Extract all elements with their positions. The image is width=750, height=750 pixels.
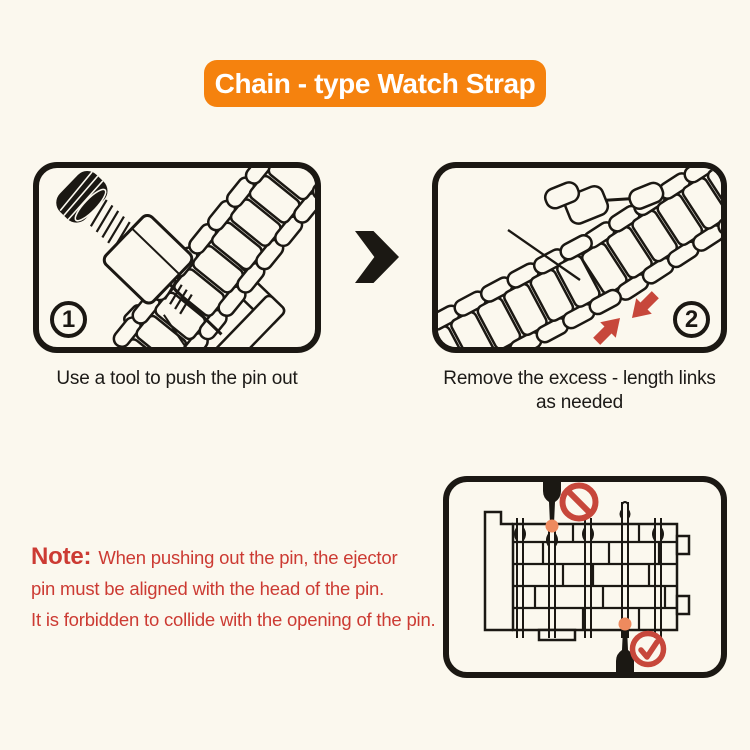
note-line: It is forbidden to collide with the opening of the pin. bbox=[31, 609, 436, 630]
contact-point-correct bbox=[619, 618, 632, 631]
pin-alignment-illustration bbox=[449, 482, 721, 672]
warning-note bbox=[31, 541, 436, 635]
check-icon bbox=[633, 634, 664, 665]
step1-number-badge: 1 bbox=[50, 301, 87, 338]
step1-panel bbox=[33, 162, 321, 353]
step2-number-badge: 2 bbox=[673, 301, 710, 338]
note-line: Note: When pushing out the pin, the ejector bbox=[31, 543, 398, 570]
contact-point-wrong bbox=[546, 520, 559, 533]
ejector-pin-top bbox=[543, 482, 561, 524]
strap-cross-section bbox=[513, 524, 689, 640]
step1-caption: Use a tool to push the pin out bbox=[56, 368, 298, 389]
note-label: Note: bbox=[31, 543, 92, 570]
note-line: pin must be aligned with the head of the pin. bbox=[31, 578, 385, 599]
no-entry-icon bbox=[563, 486, 596, 519]
step2-panel bbox=[432, 162, 727, 353]
pin-alignment-detail-panel bbox=[443, 476, 727, 678]
next-step-chevron-icon bbox=[355, 231, 399, 283]
step2-caption: Remove the excess - length links as needed bbox=[443, 368, 716, 413]
page-title: Chain - type Watch Strap bbox=[204, 60, 546, 107]
